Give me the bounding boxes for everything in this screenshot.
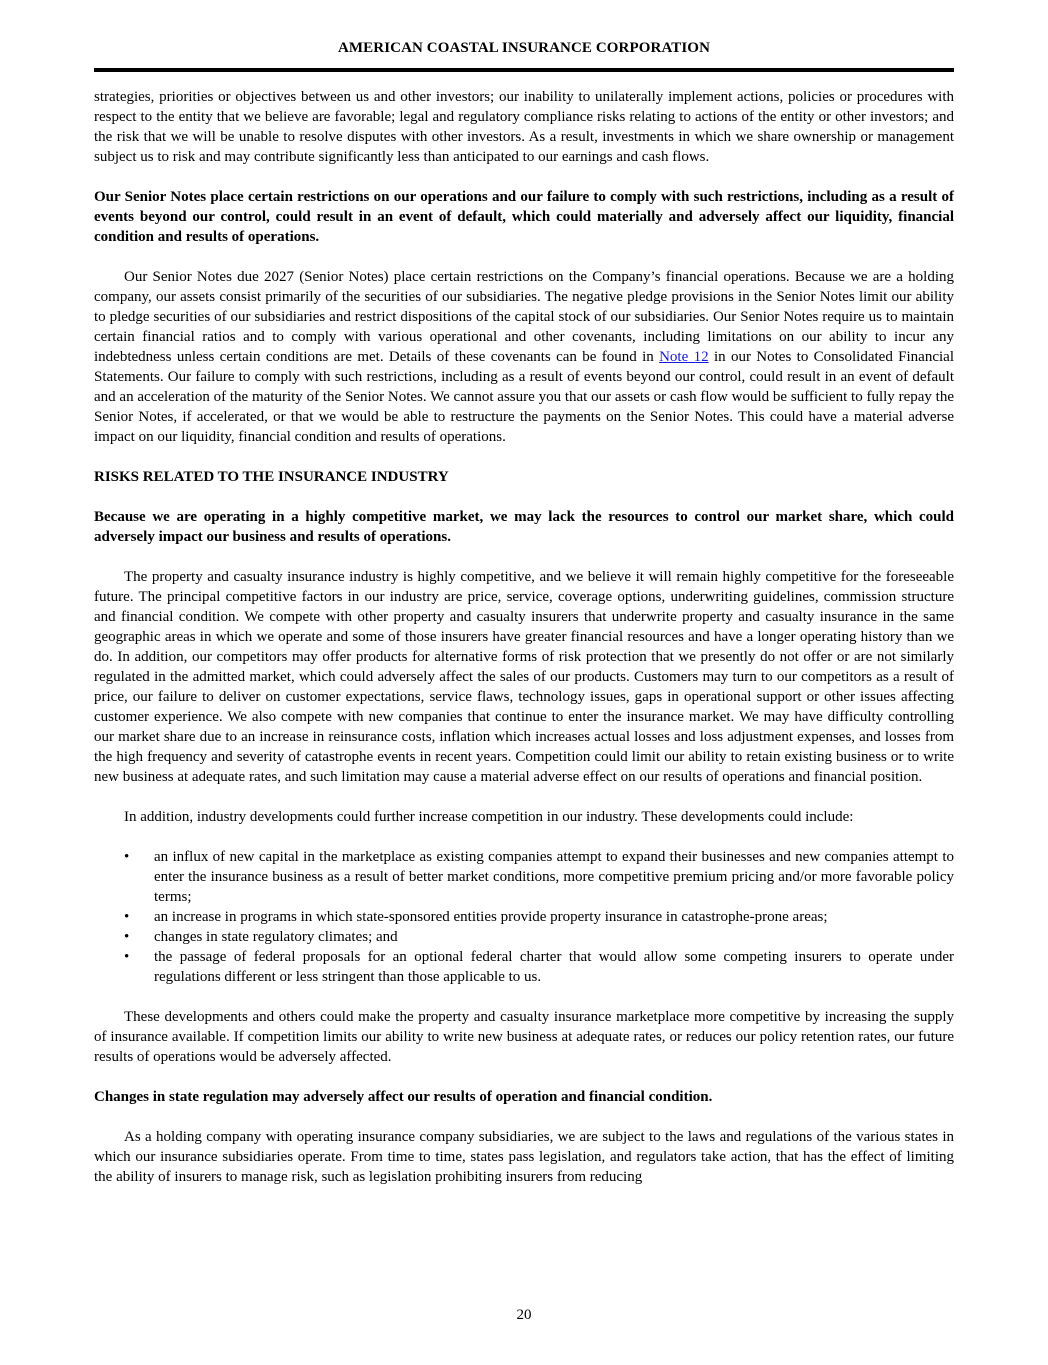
heading-senior-notes-risk: Our Senior Notes place certain restrictions on our operations and our failure to comply with such restrictions, including as a result of events beyond our control, could result in an event of default, which could materially and adversely affect our liquidity, financial condition and results of operations.	[94, 189, 954, 245]
senior-notes-text-before: Our Senior Notes due 2027 (Senior Notes) place certain restrictions on the Company’s financial operations. Because we are a holding company, our assets consist primarily of the securities of our subsidiaries. The negative pledge provisions in the Senior Notes limit our ability to pledge securities of our subsidiaries and restrict dispositions of the capital stock of our subsidiaries. Our Senior Notes require us to maintain certain financial ratios and to comply with various operational and other covenants, including limitations on our ability to incur any indebtedness unless certain conditions are met. Details of these covenants can be found in	[94, 269, 954, 365]
header-rule	[94, 68, 954, 72]
industry-developments-list	[94, 847, 954, 987]
paragraph-developments-effect: These developments and others could make the property and casualty insurance marketplace more competitive by increasing the supply of insurance available. If competition limits our ability to write new business at adequate rates, or reduces our policy retention rates, our future results of operations would be adversely affected.	[94, 1009, 954, 1065]
list-item	[94, 847, 954, 907]
bullet-symbol: •	[124, 949, 130, 965]
list-item	[94, 947, 954, 987]
senior-notes-text-after: in our Notes to Consolidated Financial Statements. Our failure to comply with such restrictions, including as a result of events beyond our control, could result in an event of default and an acceleration of the maturity of the Senior Notes. We cannot assure you that our assets or cash flow would be sufficient to fully repay the Senior Notes, if accelerated, or that we would be able to restructure the payments on the Senior Notes. This could have a material adverse impact on our liquidity, financial condition and results of operations.	[94, 349, 954, 445]
bullet-symbol: •	[124, 929, 130, 945]
list-item	[94, 927, 954, 947]
bullet-symbol: •	[124, 849, 130, 865]
page-header-title: AMERICAN COASTAL INSURANCE CORPORATION	[337, 40, 711, 56]
page-content	[94, 87, 954, 1187]
list-item-text: changes in state regulatory climates; and	[154, 929, 398, 945]
paragraph-competition: The property and casualty insurance industry is highly competitive, and we believe it will remain highly competitive for the foreseeable future. The principal competitive factors in our industry are price, service, coverage options, underwriting guidelines, commission structure and financial condition. We compete with other property and casualty insurers that underwrite property and casualty insurance in the same geographic areas in which we operate and some of those insurers have greater financial resources and have a longer operating history than we do. In addition, our competitors may offer products for alternative forms of risk protection that we presently do not offer or are not similarly regulated in the admitted market, which could adversely affect the sales of our products. Customers may turn to our competitors as a result of price, our failure to deliver on customer expectations, service flaws, technology issues, gaps in operational support or other issues affecting customer experience. We also compete with new companies that continue to enter the insurance market. We may have difficulty controlling our market share due to an increase in reinsurance costs, inflation which increases actual losses and loss adjustment expenses, and losses from the high frequency and severity of catastrophe events in recent years. Competition could limit our ability to retain existing business or to write new business at adequate rates, and such limitation may cause a material adverse effect on our results of operations and financial position.	[94, 569, 954, 785]
list-item-text: the passage of federal proposals for an optional federal charter that would allow some competing insurers to operate under regulations different or less stringent than those applicable to us.	[154, 949, 954, 985]
paragraph-industry-developments-intro: In addition, industry developments could further increase competition in our industry. These developments could include:	[124, 809, 854, 825]
paragraph-senior-notes	[94, 267, 954, 447]
list-item-text: an increase in programs in which state-sponsored entities provide property insurance in catastrophe-prone areas;	[154, 909, 828, 925]
heading-state-regulation-risk: Changes in state regulation may adversely affect our results of operation and financial condition.	[94, 1089, 713, 1105]
page-number: 20	[516, 1307, 532, 1323]
section-heading-insurance-industry: RISKS RELATED TO THE INSURANCE INDUSTRY	[94, 469, 449, 485]
list-item-text: an influx of new capital in the marketplace as existing companies attempt to expand their businesses and new companies attempt to enter the insurance business as a result of better market conditions, more competitive premium pricing and/or more favorable policy terms;	[154, 849, 954, 905]
paragraph-state-regulation: As a holding company with operating insurance company subsidiaries, we are subject to the laws and regulations of the various states in which our insurance subsidiaries operate. From time to time, states pass legislation, and regulators take action, that has the effect of limiting the ability of insurers to manage risk, such as legislation prohibiting insurers from reducing	[94, 1129, 954, 1185]
heading-competitive-market-risk: Because we are operating in a highly competitive market, we may lack the resources to control our market share, which could adversely impact our business and results of operations.	[94, 509, 954, 545]
bullet-symbol: •	[124, 909, 130, 925]
list-item	[94, 907, 954, 927]
paragraph-investments-continued: strategies, priorities or objectives between us and other investors; our inability to unilaterally implement actions, policies or procedures with respect to the entity that we believe are favorable; legal and regulatory compliance risks relating to actions of the entity or other investors; and the risk that we will be unable to resolve disputes with other investors. As a result, investments in which we share ownership or management subject us to risk and may contribute significantly less than anticipated to our earnings and cash flows.	[94, 89, 954, 165]
note-12-link[interactable]: Note 12	[659, 349, 709, 365]
